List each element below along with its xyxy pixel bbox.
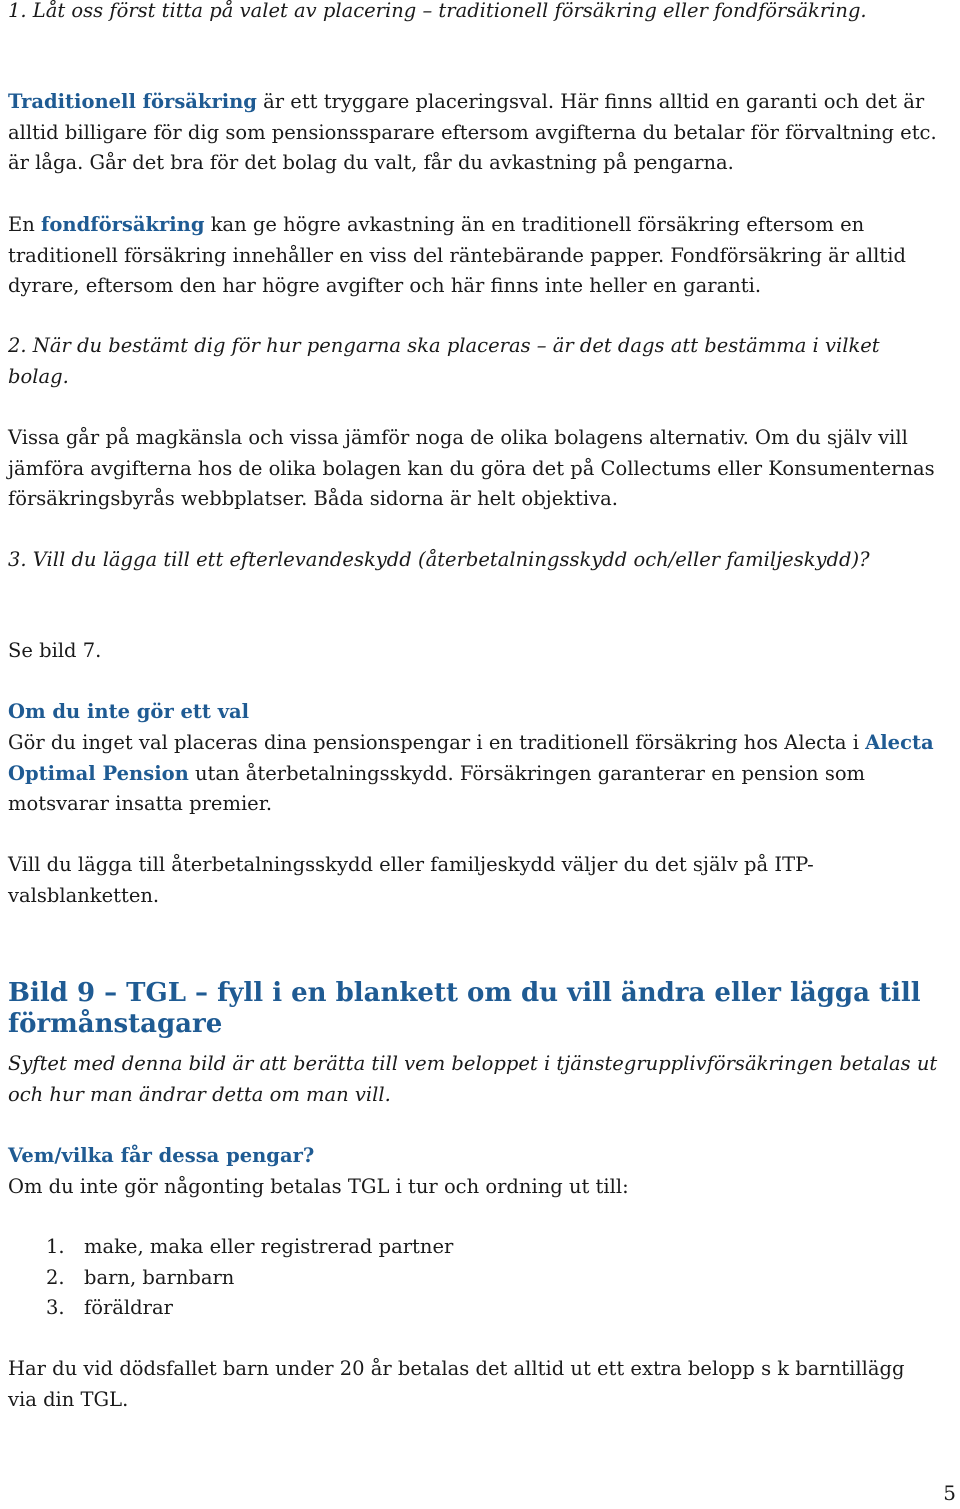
page-number: 5: [943, 1481, 956, 1505]
paragraph-text: är ett tryggare placeringsval. Här finns alltid en garanti och det är alltid billigare för dig som pensionssparare eftersom avgifterna du betalar för förvaltning etc. är låga. Går det bra för det bolag du valt, får du avkastning på pengarna.: [8, 90, 937, 174]
list-item-text: barn, barnbarn: [84, 1265, 235, 1289]
section-3-heading: 3. Vill du lägga till ett efterlevandeskydd (återbetalningsskydd och/eller familjeskydd)?: [8, 548, 870, 571]
list-item-number: 1.: [46, 1235, 65, 1258]
beneficiary-list: [8, 1232, 453, 1324]
list-item-number: 3.: [46, 1296, 65, 1319]
paragraph-text: En: [8, 213, 41, 236]
bild-9-lead: Om du inte gör någonting betalas TGL i tur och ordning ut till:: [8, 1175, 629, 1198]
no-choice-paragraph-2: Vill du lägga till återbetalningsskydd eller familjeskydd väljer du det själv på ITP-valsblanketten.: [8, 853, 814, 907]
list-item: [8, 1293, 453, 1324]
list-item: [8, 1263, 453, 1294]
term-traditionell-forsakring: Traditionell försäkring: [8, 90, 257, 113]
paragraph-text: Gör du inget val placeras dina pensionspengar i en traditionell försäkring hos Alecta i: [8, 731, 866, 754]
section-2-paragraph: Vissa går på magkänsla och vissa jämför noga de olika bolagens alternativ. Om du själv vill jämföra avgifterna hos de olika bolagen kan du göra det på Collectums eller Konsumenternas försäkringsbyrås webbplatser. Båda sidorna är helt objektiva.: [8, 426, 935, 510]
section-1-paragraph-traditional: [8, 87, 938, 179]
list-item-number: 2.: [46, 1265, 65, 1289]
bild-9-title: Bild 9 – TGL – fyll i en blankett om du vill ändra eller lägga till förmånstagare: [8, 978, 921, 1039]
bild-9-closing: Har du vid dödsfallet barn under 20 år betalas det alltid ut ett extra belopp s k barntillägg via din TGL.: [8, 1357, 905, 1411]
section-1-paragraph-fund: [8, 210, 938, 302]
section-3-paragraph: Se bild 7.: [8, 639, 102, 662]
section-2-heading: 2. När du bestämt dig för hur pengarna ska placeras – är det dags att bestämma i vilket bolag.: [8, 334, 880, 388]
no-choice-paragraph: [8, 728, 938, 820]
paragraph-text: utan återbetalningsskydd. Försäkringen garanterar en pension som motsvarar insatta premier.: [8, 761, 866, 815]
bild-9-subheading: Vem/vilka får dessa pengar?: [8, 1144, 315, 1167]
list-item-text: make, maka eller registrerad partner: [84, 1235, 454, 1258]
term-alecta-optimal-pension: Alecta Optimal Pension: [8, 731, 934, 785]
bild-9-intro: Syftet med denna bild är att berätta till vem beloppet i tjänstegrupplivförsäkringen betalas ut och hur man ändrar detta om man vill.: [8, 1052, 938, 1106]
list-item: [8, 1232, 453, 1263]
section-1-heading: 1. Låt oss först titta på valet av placering – traditionell försäkring eller fondförsäkring.: [8, 0, 867, 22]
term-fondforsakring: fondförsäkring: [41, 213, 205, 236]
paragraph-text: kan ge högre avkastning än en traditionell försäkring eftersom en traditionell försäkring innehåller en viss del räntebärande papper. Fondförsäkring är alltid dyrare, eftersom den har högre avgifter och här finns inte heller en garanti.: [8, 213, 906, 297]
no-choice-heading: Om du inte gör ett val: [8, 700, 250, 723]
list-item-text: föräldrar: [84, 1296, 173, 1319]
